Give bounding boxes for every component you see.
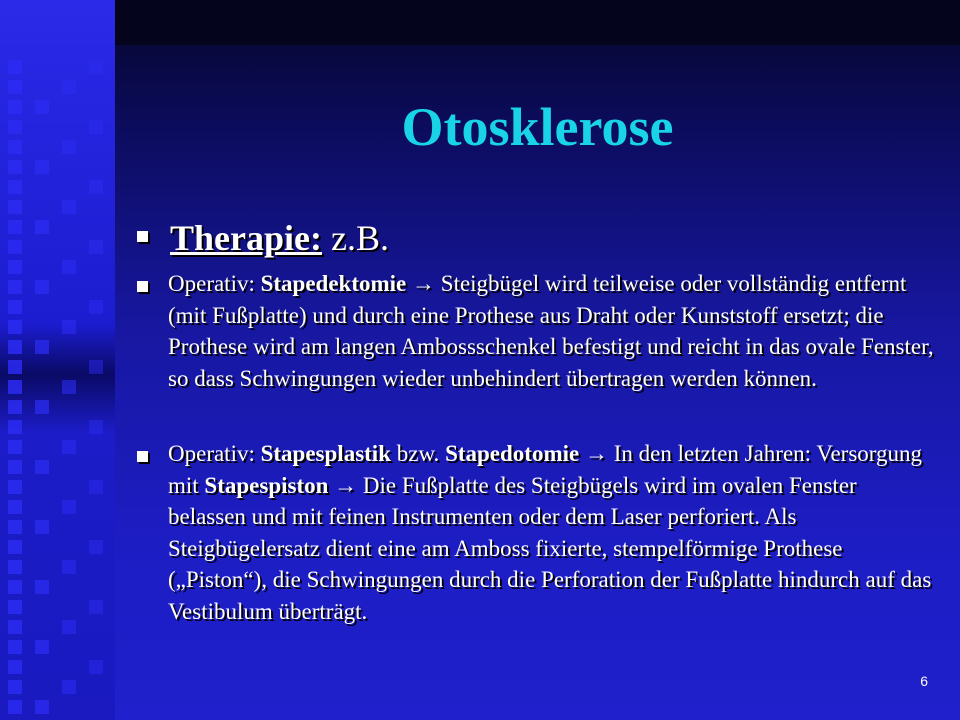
decor-square — [35, 460, 49, 474]
bullet-stapedektomie — [168, 268, 938, 394]
bullet-marker-2 — [137, 451, 148, 462]
decor-square — [62, 80, 76, 94]
decor-square — [62, 380, 76, 394]
decor-square — [62, 500, 76, 514]
decor-square — [89, 480, 103, 494]
decor-square — [35, 700, 49, 714]
decor-square — [8, 680, 22, 694]
decor-square — [8, 60, 22, 74]
decor-square — [89, 180, 103, 194]
decor-square — [8, 600, 22, 614]
page-number: 6 — [920, 673, 928, 689]
decor-square — [8, 580, 22, 594]
decor-square — [8, 160, 22, 174]
arrow-icon: → — [579, 441, 614, 466]
bullet2-prefix: Operativ: — [168, 441, 261, 466]
decor-square — [8, 180, 22, 194]
decor-square — [8, 200, 22, 214]
decor-square — [35, 640, 49, 654]
bullet2-text1: In den letzten Jahren: Versorgung mit — [168, 441, 923, 498]
therapy-suffix: z.B. — [321, 218, 389, 258]
decor-square — [8, 480, 22, 494]
decor-square — [8, 660, 22, 674]
bullet1-prefix: Operativ: — [168, 271, 261, 296]
decor-square — [8, 420, 22, 434]
bullet-stapesplastik — [168, 438, 938, 627]
decor-square — [89, 60, 103, 74]
decor-square — [8, 120, 22, 134]
bullet2-text2: Die Fußplatte des Steigbügels wird im ovalen Fenster belassen und mit feinen Instrumenten oder dem Laser perforiert. Als Steigbügelersatz dient eine am Amboss fixierte, stempelförmige Prothese („Piston“), die Schwingungen durch die Perforation der Fußplatte hindurch auf das Vestibulum überträgt. — [168, 472, 932, 624]
decor-square — [8, 640, 22, 654]
decor-square — [62, 140, 76, 154]
bullet-marker-heading — [137, 231, 148, 242]
decor-square — [8, 320, 22, 334]
decor-square — [35, 280, 49, 294]
decor-square — [8, 140, 22, 154]
decor-square — [35, 100, 49, 114]
therapy-heading — [170, 216, 389, 260]
decor-square — [62, 440, 76, 454]
term-stapesplastik: Stapesplastik — [260, 441, 391, 466]
decor-square — [8, 520, 22, 534]
decor-square — [8, 700, 22, 714]
decor-square — [62, 200, 76, 214]
decor-square — [89, 240, 103, 254]
decor-square — [8, 280, 22, 294]
decor-square — [89, 540, 103, 554]
decor-square — [8, 80, 22, 94]
decor-square — [62, 320, 76, 334]
bullet1-text: Steigbügel wird teilweise oder vollständig entfernt (mit Fußplatte) und durch eine Prothese aus Draht oder Kunststoff ersetzt; die Prothese wird am langen Ambossschenkel befestigt und reicht in das ovale Fenster, so dass Schwingungen wieder unbehindert übertragen werden können. — [168, 271, 934, 391]
decor-square — [89, 420, 103, 434]
slide-title: Otosklerose — [401, 97, 674, 157]
decor-square — [8, 400, 22, 414]
term-stapedektomie: Stapedektomie — [260, 271, 407, 296]
decor-square — [8, 620, 22, 634]
decor-square — [35, 580, 49, 594]
top-dark-bar — [115, 0, 960, 45]
arrow-icon: → — [328, 472, 363, 498]
decor-square — [35, 160, 49, 174]
decor-square — [8, 300, 22, 314]
bullet2-connector: bzw. — [390, 441, 446, 466]
decor-square — [62, 620, 76, 634]
decor-square — [8, 560, 22, 574]
decor-square — [8, 260, 22, 274]
therapy-label: Therapie: — [170, 218, 322, 258]
term-stapespiston: Stapespiston — [204, 472, 329, 498]
arrow-icon: → — [406, 271, 441, 296]
decor-square — [8, 540, 22, 554]
decor-square — [35, 400, 49, 414]
decor-square — [8, 380, 22, 394]
decor-square — [62, 560, 76, 574]
decor-square — [35, 220, 49, 234]
decor-square — [8, 500, 22, 514]
bullet-marker-1 — [137, 281, 148, 292]
decor-square — [8, 220, 22, 234]
decor-square — [35, 520, 49, 534]
decor-square — [89, 600, 103, 614]
decor-square — [35, 340, 49, 354]
decor-square — [8, 240, 22, 254]
decor-square — [89, 360, 103, 374]
decor-square — [89, 120, 103, 134]
decor-square — [89, 300, 103, 314]
decor-square — [8, 460, 22, 474]
decor-square — [89, 660, 103, 674]
decor-square — [62, 260, 76, 274]
decor-square — [8, 440, 22, 454]
decor-square — [62, 680, 76, 694]
decor-square — [8, 360, 22, 374]
term-stapedotomie: Stapedotomie — [445, 441, 580, 466]
decor-square-grid — [0, 0, 115, 720]
decor-square — [8, 100, 22, 114]
decor-square — [8, 340, 22, 354]
